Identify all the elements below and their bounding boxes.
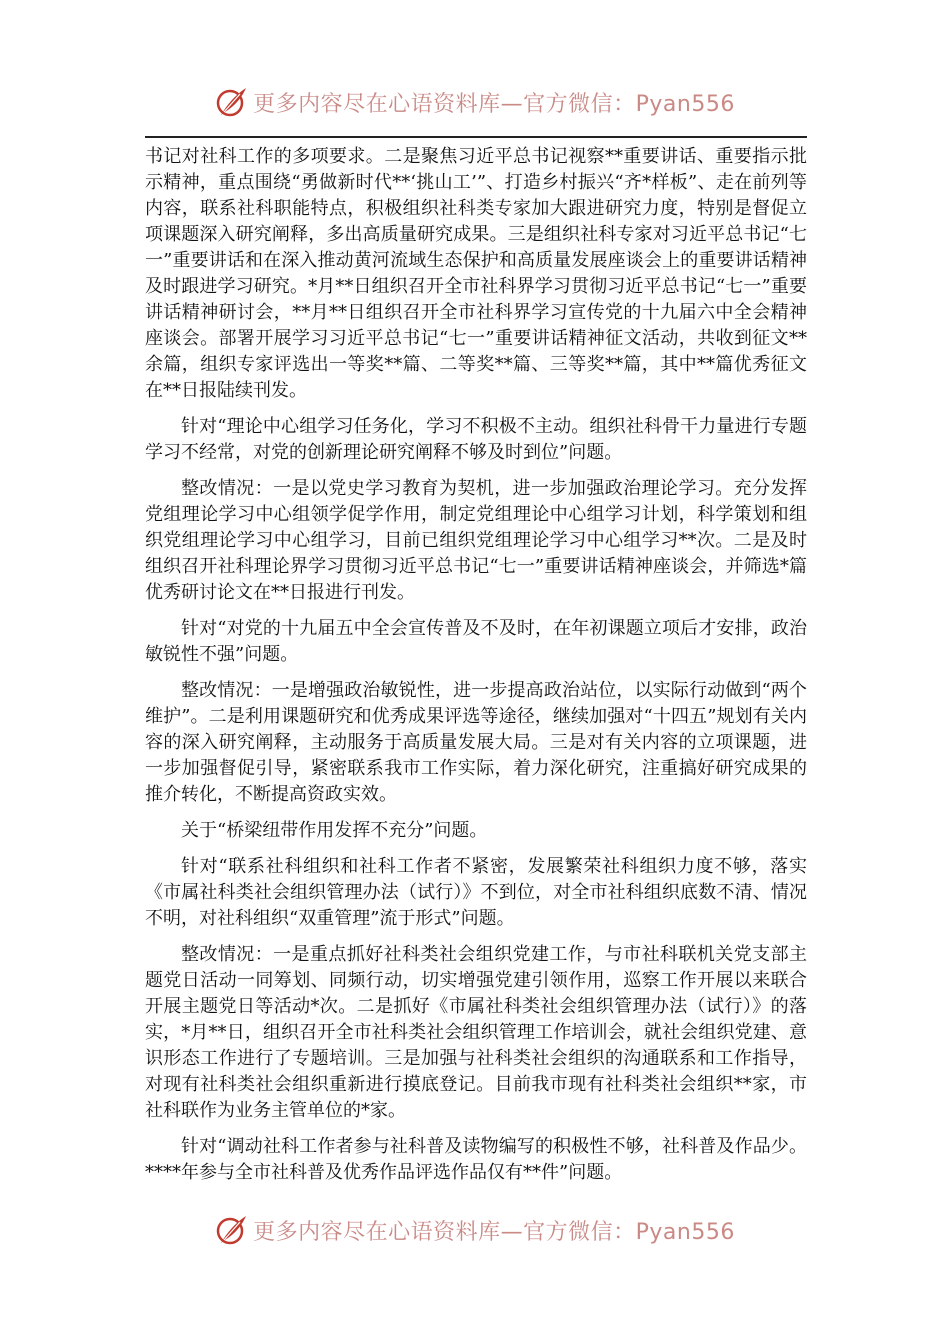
paragraph-continuation: 书记对社科工作的多项要求。二是聚焦习近平总书记视察**重要讲话、重要指示批示精神，重点围绕“勇做新时代**‘挑山工’”、打造乡村振兴“齐*样板”、走在前列等内容，联系社科职能特点，积极组织社科类专家加大跟进研究力度，特别是督促立项课题深入研究阐释，多出高质量研究成果。三是组织社科专家对习近平总书记“七一”重要讲话和在深入推动黄河流域生态保护和高质量发展座谈会上的重要讲话精神及时跟进学习研究。*月**日组织召开全市社科界学习贯彻习近平总书记“七一”重要讲话精神研讨会，**月**日组织召开全市社科界学习宣传党的十九届六中全会精神座谈会。部署开展学习习近平总书记“七一”重要讲话精神征文活动，共收到征文**余篇，组织专家评选出一等奖**篇、二等奖**篇、三等奖**篇，其中**篇优秀征文在**日报陆续刊发。 [145,146,807,401]
paragraph-issue-popular-science: 针对“调动社科工作者参与社科普及读物编写的积极性不够，社科普及作品少。****年参与全市社科普及优秀作品评选作品仅有**件”问题。 [145,1136,807,1183]
paragraph-rectification-theory-study: 整改情况：一是以党史学习教育为契机，进一步加强政治理论学习。充分发挥党组理论学习中心组领学促学作用，制定党组理论中心组学习计划，科学策划和组织党组理论学习中心组学习，目前已组织党组理论学习中心组学习**次。二是及时组织召开社科理论界学习贯彻习近平总书记“七一”重要讲话精神座谈会，并筛选*篇优秀研讨论文在**日报进行刊发。 [145,478,807,603]
footer-banner [0,1208,950,1252]
feather-pen-logo-icon [215,1213,249,1247]
paragraph-issue-plenum-publicity: 针对“对党的十九届五中全会宣传普及不及时，在年初课题立项后才安排，政治敏锐性不强”问题。 [145,618,807,665]
header-banner [0,80,950,124]
paragraph-issue-social-organizations: 针对“联系社科组织和社科工作者不紧密，发展繁荣社科组织力度不够，落实《市属社科类社会组织管理办法（试行）》不到位，对全市社科组织底数不清、情况不明，对社科组织“双重管理”流于形式”问题。 [145,856,807,929]
feather-pen-logo-icon [215,85,249,119]
paragraph-rectification-plenum-publicity: 整改情况：一是增强政治敏锐性，进一步提高政治站位，以实际行动做到“两个维护”。二是利用课题研究和优秀成果评选等途径，继续加强对“十四五”规划有关内容的深入研究阐释，主动服务于高质量发展大局。三是对有关内容的立项课题，进一步加强督促引导，紧密联系我市工作实际，着力深化研究，注重搞好研究成果的推介转化，不断提高资政实效。 [145,680,807,805]
paragraph-section-bridge-role: 关于“桥梁纽带作用发挥不充分”问题。 [181,820,488,841]
header-divider [145,136,807,138]
footer-banner-text: 更多内容尽在心语资料库—官方微信：Pyan556 [253,1219,735,1245]
document-body [145,144,807,1186]
paragraph-issue-theory-study: 针对“理论中心组学习任务化，学习不积极不主动。组织社科骨干力量进行专题学习不经常，对党的创新理论研究阐释不够及时到位”问题。 [145,416,807,463]
paragraph-rectification-social-organizations: 整改情况：一是重点抓好社科类社会组织党建工作，与市社科联机关党支部主题党日活动一同筹划、同频行动，切实增强党建引领作用，巡察工作开展以来联合开展主题党日等活动*次。二是抓好《市属社科类社会组织管理办法（试行）》的落实，*月**日，组织召开全市社科类社会组织管理工作培训会，就社会组织党建、意识形态工作进行了专题培训。三是加强与社科类社会组织的沟通联系和工作指导，对现有社科类社会组织重新进行摸底登记。目前我市现有社科类社会组织**家，市社科联作为业务主管单位的*家。 [145,944,807,1121]
header-banner-text: 更多内容尽在心语资料库—官方微信：Pyan556 [253,91,735,117]
